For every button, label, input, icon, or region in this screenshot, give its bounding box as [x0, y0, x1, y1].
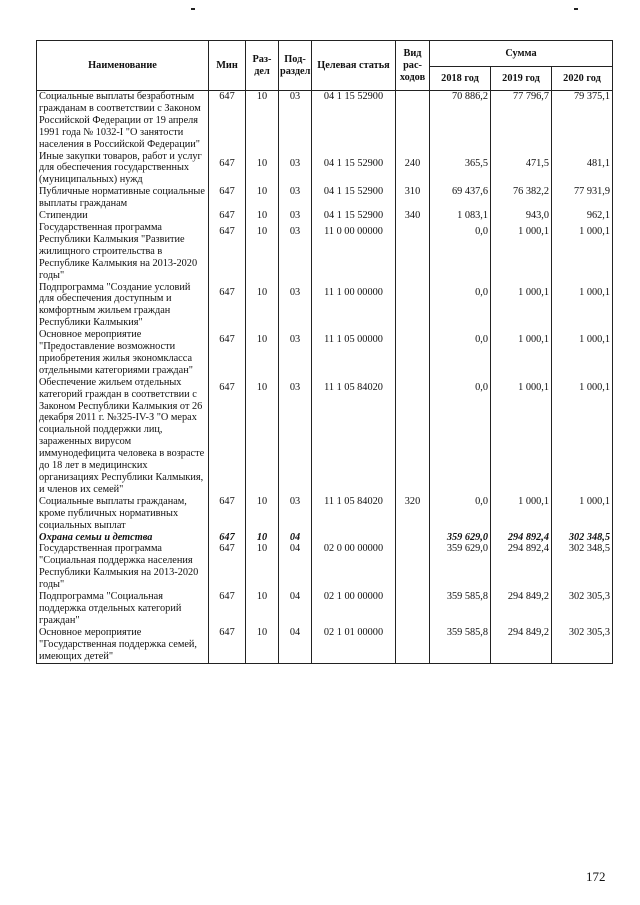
cell-v2019: 76 382,2 [491, 186, 552, 210]
cell-pr: 03 [279, 91, 312, 151]
cell-name: Обеспечение жильем отдельных категорий граждан в соответствии с Законом Республики Калмыкия от 26 декабря 2011 г. №325-IV-З "О мерах социальной поддержки лиц, зараженных вирусом иммунодефицита человека в возрасте до 18 лет в медицинских организациях Республики Калмыкия, и членов их семей" [37, 377, 209, 496]
cell-rz: 10 [246, 210, 279, 222]
cell-v2018: 0,0 [430, 282, 491, 330]
cell-v2018: 0,0 [430, 377, 491, 496]
cell-name: Государственная программа "Социальная поддержка населения Республики Калмыкия на 2013-2020 годы" [37, 543, 209, 591]
cell-vr [396, 543, 430, 591]
cell-cs: 04 1 15 52900 [312, 91, 396, 151]
cell-v2018: 359 629,0 [430, 543, 491, 591]
cell-v2019: 294 849,2 [491, 591, 552, 627]
cell-vr: 240 [396, 151, 430, 187]
table-row [37, 627, 613, 663]
cell-min: 647 [209, 151, 246, 187]
cell-vr [396, 91, 430, 151]
cell-v2018: 359 629,0 [430, 532, 491, 544]
cell-name: Стипендии [37, 210, 209, 222]
cell-min: 647 [209, 222, 246, 282]
cell-name: Социальные выплаты гражданам, кроме публичных нормативных социальных выплат [37, 496, 209, 532]
header-vid: Вид рас-ходов [396, 41, 430, 91]
cell-vr [396, 222, 430, 282]
cell-pr: 03 [279, 186, 312, 210]
cell-cs: 11 1 05 84020 [312, 496, 396, 532]
table-row [37, 282, 613, 330]
cell-vr [396, 532, 430, 544]
cell-pr: 03 [279, 329, 312, 377]
header-name: Наименование [37, 41, 209, 91]
scan-mark [574, 8, 578, 10]
cell-cs: 02 1 00 00000 [312, 591, 396, 627]
cell-name: Публичные нормативные социальные выплаты гражданам [37, 186, 209, 210]
cell-v2018: 0,0 [430, 329, 491, 377]
table-row [37, 591, 613, 627]
cell-v2019: 77 796,7 [491, 91, 552, 151]
header-podrazdel: Под-раздел [279, 41, 312, 91]
cell-v2019: 294 892,4 [491, 543, 552, 591]
cell-v2020: 79 375,1 [552, 91, 613, 151]
cell-v2019: 294 849,2 [491, 627, 552, 663]
cell-v2020: 481,1 [552, 151, 613, 187]
table-row [37, 186, 613, 210]
cell-name: Подпрограмма "Социальная поддержка отдельных категорий граждан" [37, 591, 209, 627]
cell-v2020: 962,1 [552, 210, 613, 222]
budget-table [36, 40, 613, 664]
cell-v2020: 1 000,1 [552, 222, 613, 282]
cell-pr: 03 [279, 222, 312, 282]
cell-v2019: 471,5 [491, 151, 552, 187]
cell-v2019: 1 000,1 [491, 496, 552, 532]
cell-v2020: 1 000,1 [552, 282, 613, 330]
cell-cs: 11 1 05 00000 [312, 329, 396, 377]
cell-v2018: 0,0 [430, 222, 491, 282]
cell-v2020: 1 000,1 [552, 377, 613, 496]
cell-vr [396, 329, 430, 377]
cell-cs: 04 1 15 52900 [312, 151, 396, 187]
cell-cs: 11 1 05 84020 [312, 377, 396, 496]
cell-v2019: 1 000,1 [491, 282, 552, 330]
table-row [37, 377, 613, 496]
cell-v2020: 302 305,3 [552, 591, 613, 627]
cell-min: 647 [209, 377, 246, 496]
cell-pr: 04 [279, 627, 312, 663]
cell-cs: 04 1 15 52900 [312, 210, 396, 222]
cell-v2018: 0,0 [430, 496, 491, 532]
table-row [37, 543, 613, 591]
cell-rz: 10 [246, 329, 279, 377]
table-row [37, 151, 613, 187]
cell-min: 647 [209, 532, 246, 544]
cell-vr: 310 [396, 186, 430, 210]
cell-name: Основное мероприятие "Государственная поддержка семей, имеющих детей" [37, 627, 209, 663]
cell-cs [312, 532, 396, 544]
cell-pr: 03 [279, 496, 312, 532]
cell-rz: 10 [246, 91, 279, 151]
table-row [37, 532, 613, 544]
cell-name: Подпрограмма "Создание условий для обеспечения доступным и комфортным жильем граждан Республики Калмыкия" [37, 282, 209, 330]
cell-v2019: 943,0 [491, 210, 552, 222]
scan-mark [191, 8, 195, 10]
cell-min: 647 [209, 210, 246, 222]
cell-min: 647 [209, 496, 246, 532]
cell-pr: 03 [279, 377, 312, 496]
cell-v2018: 70 886,2 [430, 91, 491, 151]
cell-vr: 320 [396, 496, 430, 532]
cell-v2018: 365,5 [430, 151, 491, 187]
cell-min: 647 [209, 282, 246, 330]
header-razdel: Раз-дел [246, 41, 279, 91]
cell-rz: 10 [246, 591, 279, 627]
header-year-2020: 2020 год [552, 67, 613, 91]
cell-rz: 10 [246, 532, 279, 544]
cell-rz: 10 [246, 543, 279, 591]
cell-name: Государственная программа Республики Калмыкия "Развитие жилищного строительства в Республике Калмыкия на 2013-2020 годы" [37, 222, 209, 282]
cell-v2020: 1 000,1 [552, 329, 613, 377]
cell-pr: 03 [279, 151, 312, 187]
cell-v2019: 1 000,1 [491, 222, 552, 282]
cell-cs: 04 1 15 52900 [312, 186, 396, 210]
cell-v2020: 1 000,1 [552, 496, 613, 532]
cell-v2020: 302 348,5 [552, 532, 613, 544]
cell-vr: 340 [396, 210, 430, 222]
cell-v2019: 1 000,1 [491, 377, 552, 496]
cell-rz: 10 [246, 282, 279, 330]
table-row [37, 91, 613, 151]
cell-vr [396, 377, 430, 496]
cell-v2019: 294 892,4 [491, 532, 552, 544]
cell-cs: 11 1 00 00000 [312, 282, 396, 330]
cell-pr: 04 [279, 532, 312, 544]
page-number: 172 [586, 869, 606, 884]
cell-vr [396, 627, 430, 663]
cell-v2019: 1 000,1 [491, 329, 552, 377]
cell-cs: 11 0 00 00000 [312, 222, 396, 282]
cell-min: 647 [209, 186, 246, 210]
cell-pr: 04 [279, 591, 312, 627]
cell-rz: 10 [246, 496, 279, 532]
cell-v2018: 359 585,8 [430, 591, 491, 627]
header-target: Целевая статья [312, 41, 396, 91]
cell-rz: 10 [246, 627, 279, 663]
cell-name: Основное мероприятие "Предоставление возможности приобретения жилья экономкласса отдельными категориями граждан" [37, 329, 209, 377]
table-row [37, 496, 613, 532]
cell-min: 647 [209, 329, 246, 377]
cell-rz: 10 [246, 377, 279, 496]
cell-v2020: 77 931,9 [552, 186, 613, 210]
table-row [37, 210, 613, 222]
cell-v2020: 302 305,3 [552, 627, 613, 663]
cell-v2020: 302 348,5 [552, 543, 613, 591]
cell-min: 647 [209, 91, 246, 151]
header-sum: Сумма [430, 41, 613, 67]
cell-vr [396, 591, 430, 627]
cell-cs: 02 0 00 00000 [312, 543, 396, 591]
cell-cs: 02 1 01 00000 [312, 627, 396, 663]
cell-rz: 10 [246, 186, 279, 210]
cell-min: 647 [209, 543, 246, 591]
cell-min: 647 [209, 591, 246, 627]
cell-name: Охрана семьи и детства [37, 532, 209, 544]
header-year-2018: 2018 год [430, 67, 491, 91]
cell-pr: 03 [279, 210, 312, 222]
cell-rz: 10 [246, 222, 279, 282]
cell-v2018: 359 585,8 [430, 627, 491, 663]
header-year-2019: 2019 год [491, 67, 552, 91]
cell-name: Социальные выплаты безработным гражданам в соответствии с Законом Российской Федерации от 19 апреля 1991 года № 1032-I "О занятости населения в Российской Федерации" [37, 91, 209, 151]
cell-vr [396, 282, 430, 330]
table-row [37, 222, 613, 282]
cell-name: Иные закупки товаров, работ и услуг для обеспечения государственных (муниципальных) нужд [37, 151, 209, 187]
cell-v2018: 1 083,1 [430, 210, 491, 222]
header-min: Мин [209, 41, 246, 91]
table-row [37, 329, 613, 377]
cell-pr: 04 [279, 543, 312, 591]
cell-v2018: 69 437,6 [430, 186, 491, 210]
cell-rz: 10 [246, 151, 279, 187]
cell-pr: 03 [279, 282, 312, 330]
cell-min: 647 [209, 627, 246, 663]
